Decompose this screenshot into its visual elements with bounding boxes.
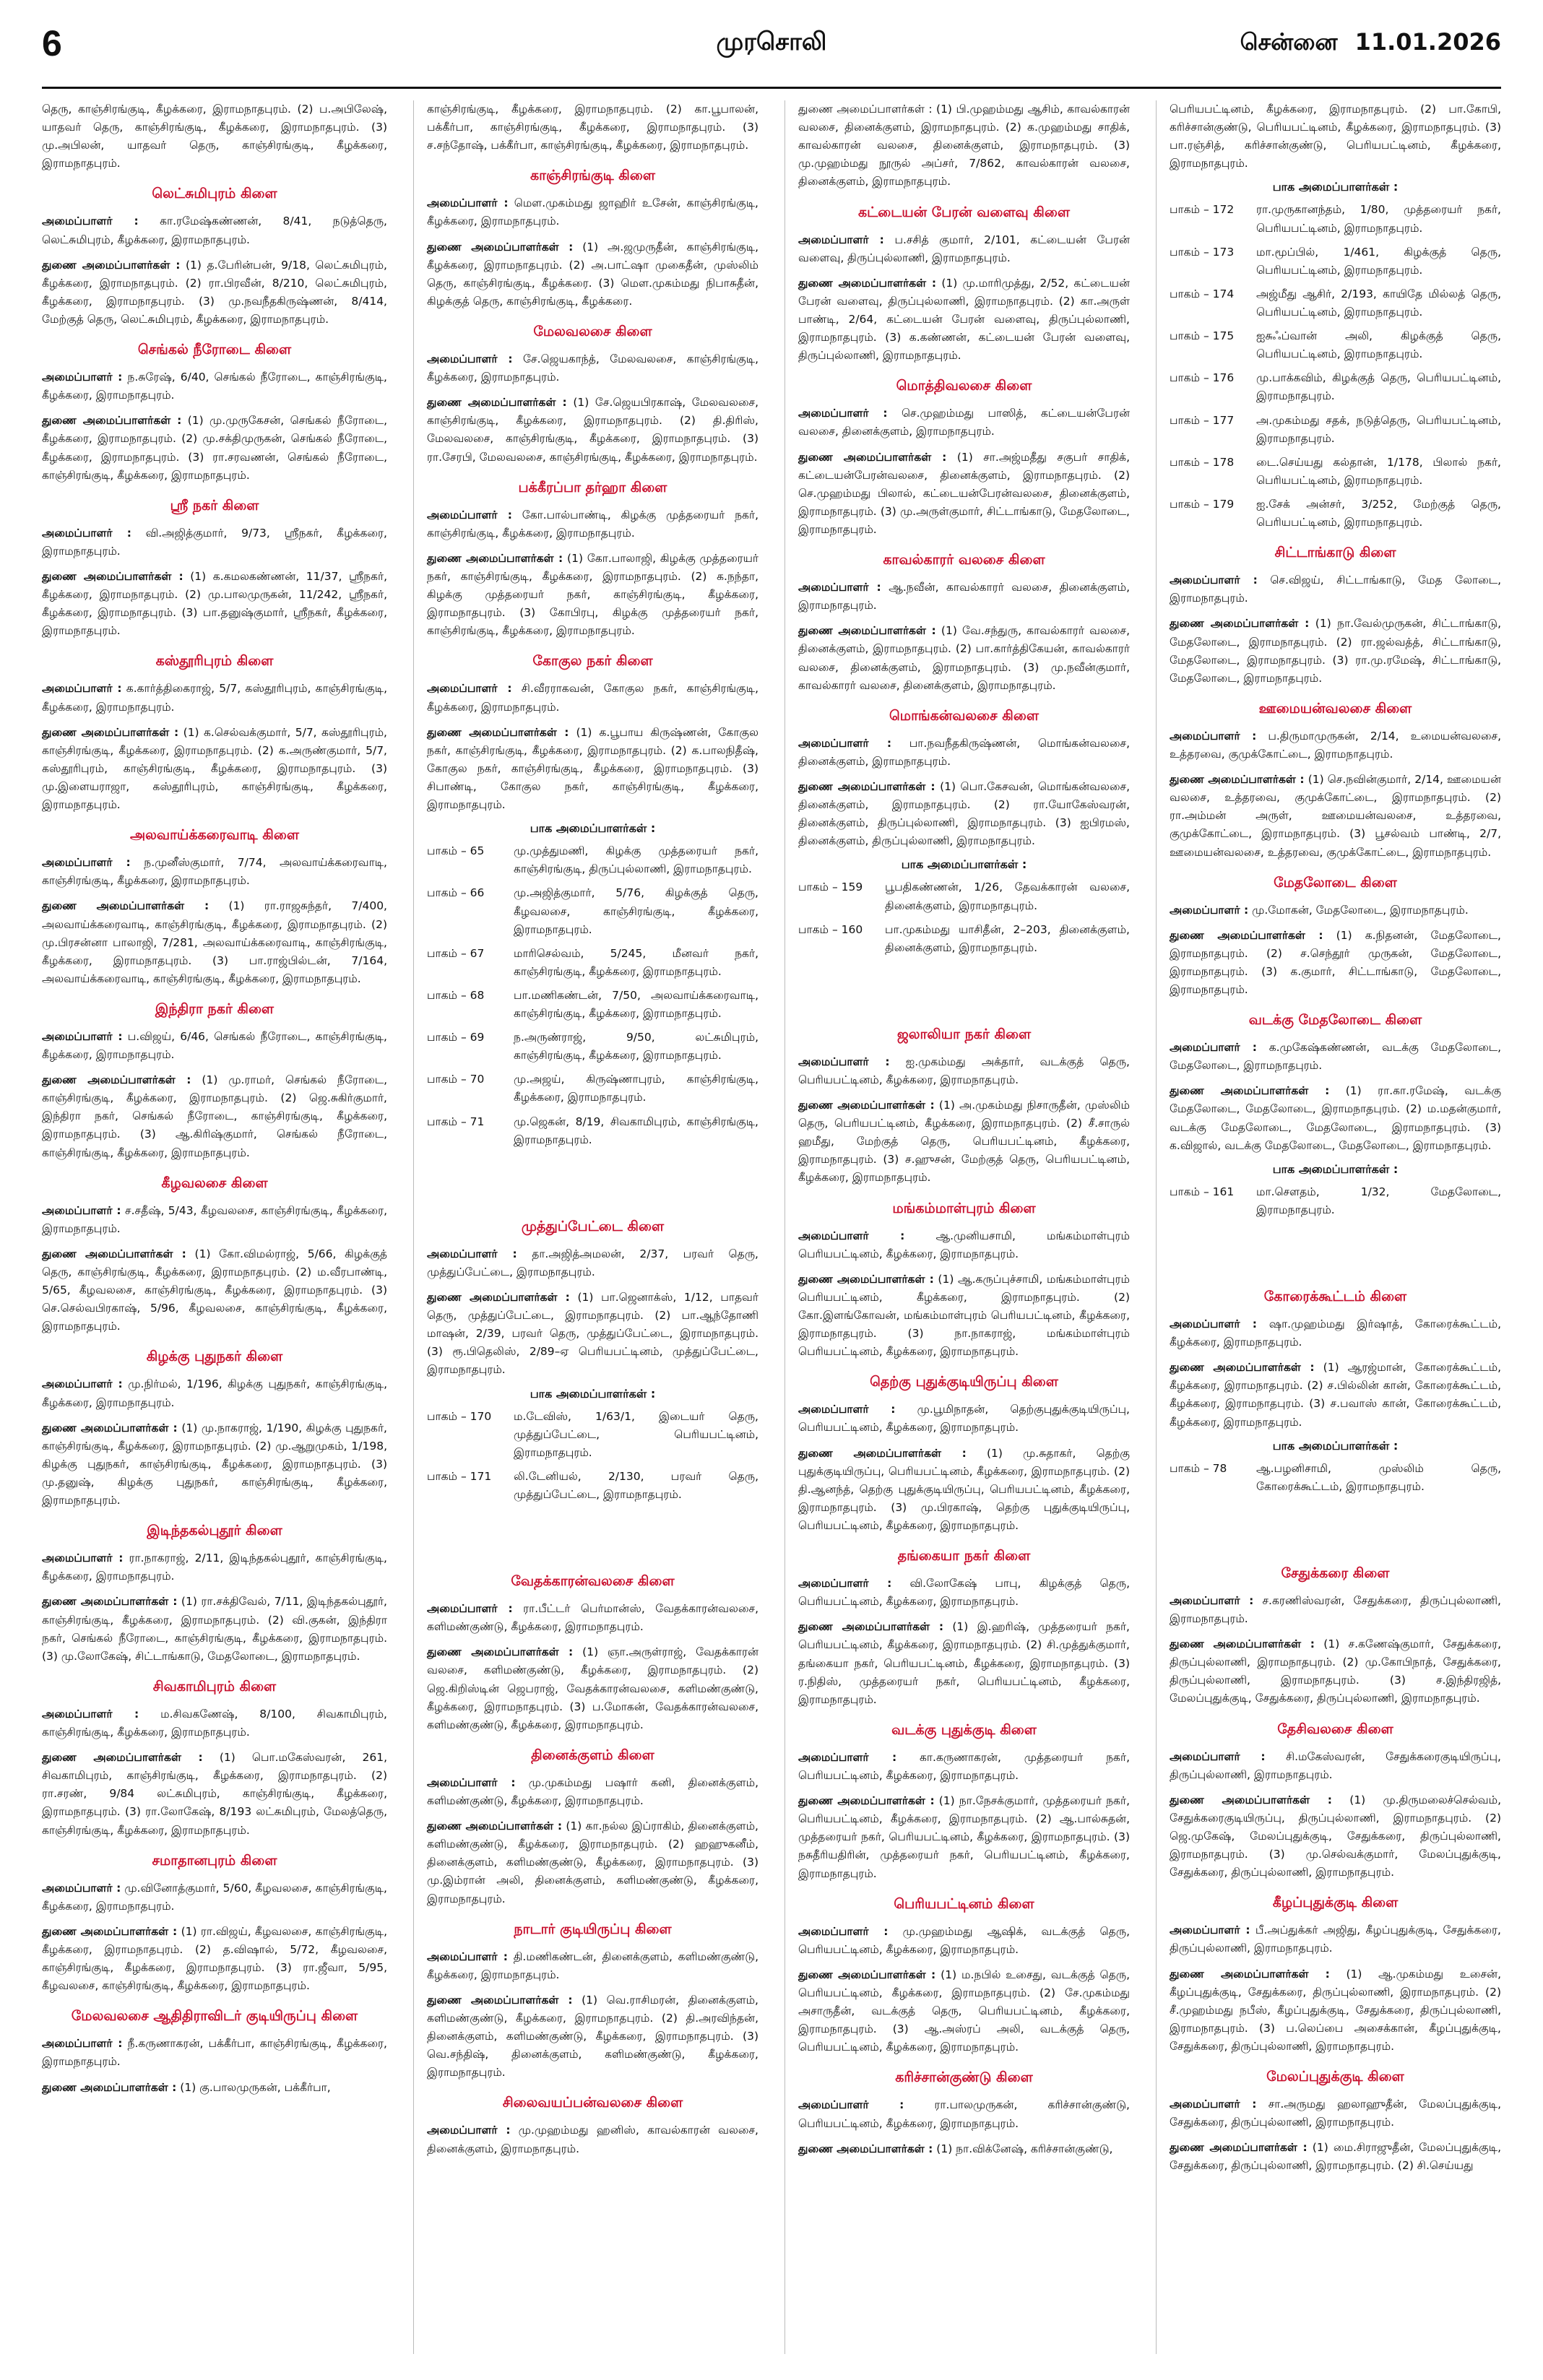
branch-title: இந்திரா நகர் கிளை xyxy=(155,1000,275,1017)
part-organisers-heading: பாக அமைப்பாளர்கள் : xyxy=(1272,1438,1399,1453)
column-3 xyxy=(785,100,1130,2354)
branch xyxy=(427,480,758,641)
part-organisers-heading: பாக அமைப்பாளர்கள் : xyxy=(901,857,1027,872)
joint-line: துணை அமைப்பாளர்கள் : (1) நா.வேல்முருகன், சிட்டாங்காடு, மேதலோடை, இராமநாதபுரம். (2) ரா.ஜல்வத்த், சிட்டாங்காடு, மேதலோடை, இராமநாதபுரம். (3) ரா.மு.ரமேஷ், சிட்டாங்காடு, மேதலோடை, இராமநாதபுரம். xyxy=(1170,617,1501,685)
branch xyxy=(42,2008,387,2096)
part-row: பாகம் – 159 பூபதிகண்ணன், 1/26, தேவக்காரன் வலசை, தினைக்குளம், இராமநாதபுரம். xyxy=(798,880,1130,912)
part-row: பாகம் – 70 மு.அஜய், கிருஷ்ணாபுரம், காஞ்சிரங்குடி, கீழக்கரை, இராமநாதபுரம். xyxy=(427,1073,758,1104)
part-organisers-heading: பாக அமைப்பாளர்கள் : xyxy=(530,821,656,836)
branch xyxy=(42,342,387,485)
joint-line: துணை அமைப்பாளர்கள் : (1) க.கமலகண்ணன், 11/37, ஸ்ரீநகர், கீழக்கரை, இராமநாதபுரம். (2) மு.பாலமுருகன், 11/242, ஸ்ரீநகர், கீழக்கரை, இராமநாதபுரம். (3) பா.தனுஷ்குமார், ஸ்ரீநகர், கீழக்கரை, இராமநாதபுரம். xyxy=(42,569,387,638)
branch xyxy=(427,1573,758,1734)
branch-title: கீழப்புதுக்குடி கிளை xyxy=(1272,1895,1399,1911)
part-row: பாகம் – 67 மாரிசெல்வம், 5/245, மீனவர் நகர், காஞ்சிரங்குடி, கீழக்கரை, இராமநாதபுரம். xyxy=(427,946,758,978)
branch xyxy=(42,1853,387,1996)
secretary-line: அமைப்பாளர் : மௌ.முகம்மது ஜாஹிர் உசேன், காஞ்சிரங்குடி, கீழக்கரை, இராமநாதபுரம். xyxy=(427,196,758,228)
joint-line: துணை அமைப்பாளர்கள் : (1) மு.ராமர், செங்கல் நீரோடை, காஞ்சிரங்குடி, கீழக்கரை, இராமநாதபுரம். (2) ஜெ.சுகிர்குமார், இந்திரா நகர், செங்கல் நீரோடை, காஞ்சிரங்குடி, கீழக்கரை, இராமநாதபுரம். (3) ஆ.கிரிஷ்குமார், செங்கல் நீரோடை, காஞ்சிரங்குடி, கீழக்கரை, இராமநாதபுரம். xyxy=(42,1073,387,1159)
joint-line: துணை அமைப்பாளர்கள் : (1) மு.சுதாகர், தெற்கு புதுக்குடியிருப்பு, பெரியபட்டினம், கீழக்கரை, இராமநாதபுரம். (2) தி.ஆனந்த், தெற்கு புதுக்குடியிருப்பு, பெரியபட்டினம், கீழக்கரை, இராமநாதபுரம். (3) மு.பிரகாஷ், தெற்கு புதுக்குடியிருப்பு, பெரியபட்டினம், கீழக்கரை, இராமநாதபுரம். xyxy=(798,1446,1130,1533)
joint-line: துணை அமைப்பாளர்கள் : (1) பா.ஜெனாக்ஸ், 1/12, பாதவர் தெரு, முத்துப்பேட்டை, இராமநாதபுரம். (2) பா.ஆந்தோணி மாஷன், 2/39, பரவர் தெரு, முத்துப்பேட்டை, இராமநாதபுரம். (3) ரூ.பிதெலிஸ், 2/89–ஏ பெரியபட்டினம், முத்துப்பேட்டை, இராமநாதபுரம். xyxy=(427,1291,758,1377)
newspaper-name: முரசொலி xyxy=(716,27,827,56)
branch-title: காஞ்சிரங்குடி கிளை xyxy=(530,168,656,184)
joint-line: துணை அமைப்பாளர்கள் : (1) ரா.கா.ரமேஷ், வடக்கு மேதலோடை, மேதலோடை, இராமநாதபுரம். (2) ம.மதன்குமார், வடக்கு மேதலோடை, மேதலோடை, இராமநாதபுரம். (3) க.விஜால், வடக்கு மேதலோடை, மேதலோடை, இராமநாதபுரம். xyxy=(1170,1084,1501,1152)
spacer xyxy=(798,963,1130,1013)
secretary-line: அமைப்பாளர் : ரா.நாகராஜ், 2/11, இடிந்தகல்புதூர், காஞ்சிரங்குடி, கீழக்கரை, இராமநாதபுரம். xyxy=(42,1552,387,1583)
secretary-line: அமைப்பாளர் : ஆ.முனியசாமி, மங்கம்மாள்புரம் பெரியபட்டினம், கீழக்கரை, இராமநாதபுரம். xyxy=(798,1229,1130,1260)
part-row: பாகம் – 71 மு.ஜெகன், 8/19, சிவகாமிபுரம், காஞ்சிரங்குடி, இராமநாதபுரம். xyxy=(427,1115,758,1146)
branch-title: மேலப்புதுக்குடி கிளை xyxy=(1266,2069,1404,2085)
joint-line: துணை அமைப்பாளர்கள் : (1) ரா.ராஜசுந்தர், 7/400, அலவாய்க்கரைவாடி, காஞ்சிரங்குடி, கீழக்கரை, இராமநாதபுரம். (2) மு.பிரசன்னா பாலாஜி, 7/281, அலவாய்க்கரைவாடி, காஞ்சிரங்குடி, கீழக்கரை, இராமநாதபுரம். (3) பா.ராஜ்பில்டன், 7/164, அலவாய்க்கரைவாடி, காஞ்சிரங்குடி, கீழக்கரை, இராமநாதபுரம். xyxy=(42,899,387,985)
secretary-line: அமைப்பாளர் : செ.முஹம்மது பாஸித், கட்டையன்பேரன் வலசை, தினைக்குளம், இராமநாதபுரம். xyxy=(798,407,1130,438)
page-number: 6 xyxy=(42,23,62,64)
secretary-line: அமைப்பாளர் : மு.முகம்மது பஷார் கனி, தினைக்குளம், களிமண்குண்டு, கீழக்கரை, இராமநாதபுரம். xyxy=(427,1775,758,1807)
secretary-line: அமைப்பாளர் : செ.விஜய், சிட்டாங்காடு, மேத லோடை, இராமநாதபுரம். xyxy=(1170,574,1501,605)
branch-title: ஜலாலியா நகர் கிளை xyxy=(896,1026,1032,1042)
secretary-line: அமைப்பாளர் : சி.வீரராகவன், கோகுல நகர், காஞ்சிரங்குடி, கீழக்கரை, இராமநாதபுரம். xyxy=(427,682,758,714)
branch-title: நாடார் குடியிருப்பு கிளை xyxy=(514,1921,672,1937)
secretary-line: அமைப்பாளர் : பீ.அப்துக்கர் அஜிது, கீழப்புதுக்குடி, சேதுக்கரை, திருப்புல்லாணி, இராமநாதபுரம். xyxy=(1170,1924,1501,1955)
branch-title: கரிச்சான்குண்டு கிளை xyxy=(895,2069,1033,2086)
joint-line: துணை அமைப்பாளர்கள் : (1) ஞா.அருள்ராஜ், வேதக்காரன் வலசை, களிமண்குண்டு, கீழக்கரை, இராமநாதபுரம். (2) ஜெ.கிறிஸ்டின் ஜெபராஜ், வேதக்காரன்வலசை, களிமண்குண்டு, கீழக்கரை, இராமநாதபுரம். (3) ப.மோகன், வேதக்காரன்வலசை, களிமண்குண்டு, கீழக்கரை, இராமநாதபுரம். xyxy=(427,1645,758,1731)
secretary-line: அமைப்பாளர் : மு.நிர்மல், 1/196, கிழக்கு புதுநகர், காஞ்சிரங்குடி, கீழக்கரை, இராமநாதபுரம். xyxy=(42,1377,387,1409)
branch-title: லெட்சுமிபுரம் கிளை xyxy=(152,186,277,202)
branch xyxy=(1170,1012,1501,1155)
branch-title: கட்டையன் பேரன் வளைவு கிளை xyxy=(858,204,1070,220)
branch-title: பக்கீரப்பா தர்ஹா கிளை xyxy=(518,479,667,496)
branch xyxy=(42,1175,387,1336)
branch-title: தினைக்குளம் கிளை xyxy=(531,1747,654,1763)
joint-line: துணை அமைப்பாளர்கள் : (1) இ.ஹரிஷ், முத்தரையர் நகர், பெரியபட்டினம், கீழக்கரை, இராமநாதபுரம். (2) சி.முத்துக்குமார், தங்கையா நகர், பெரியபட்டினம், கீழக்கரை, இராமநாதபுரம். (3) ர.நிதிஸ், முத்தரையர் நகர், பெரியபட்டினம், கீழக்கரை, இராமநாதபுரம். xyxy=(798,1620,1130,1706)
secretary-line: அமைப்பாளர் : ச.சதீஷ், 5/43, கீழவலசை, காஞ்சிரங்குடி, கீழக்கரை, இராமநாதபுரம். xyxy=(42,1203,387,1235)
branch xyxy=(42,653,387,814)
joint-line: துணை அமைப்பாளர்கள் : (1) மு.முருகேசன், செங்கல் நீரோடை, கீழக்கரை, இராமநாதபுரம். (2) மு.சக்திமுருகன், செங்கல் நீரோடை, கீழக்கரை, இராமநாதபுரம். (3) ரா.சரவணன், செங்கல் நீரோடை, காஞ்சிரங்குடி, கீழக்கரை, இராமநாதபுரம். xyxy=(42,414,387,482)
part-organisers-heading: பாக அமைப்பாளர்கள் : xyxy=(1272,1161,1399,1176)
secretary-line: அமைப்பாளர் : ப.திருமாமுருகன், 2/14, உமையன்வலசை, உத்தரவை, குமுக்கோட்டை, இராமநாதபுரம். xyxy=(1170,729,1501,761)
branch-title: அலவாய்க்கரைவாடி கிளை xyxy=(130,827,299,844)
part-row: பாகம் – 161 மா.சௌதம், 1/32, மேதலோடை, இராமநாதபுரம். xyxy=(1170,1185,1501,1216)
branch-title: தங்கையா நகர் கிளை xyxy=(897,1548,1031,1565)
spacer xyxy=(427,1155,758,1206)
continued-text: காஞ்சிரங்குடி, கீழக்கரை, இராமநாதபுரம். (2) கா.பூபாலன், பக்கீர்பா, காஞ்சிரங்குடி, கீழக்கரை, இராமநாதபுரம். (3) ச.சந்தோஷ், பக்கீர்பா, காஞ்சிரங்குடி, கீழக்கரை, இராமநாதபுரம். xyxy=(427,103,758,152)
part-row: பாகம் – 65 மு.முத்துமணி, கிழக்கு முத்தரையர் நகர், காஞ்சிரங்குடி, திருப்புல்லாணி, இராமநாதபுரம். xyxy=(427,844,758,876)
secretary-line: அமைப்பாளர் : சி.மகேஸ்வரன், சேதுக்கரைகுடியிருப்பு, திருப்புல்லாணி, இராமநாதபுரம். xyxy=(1170,1749,1501,1781)
joint-line: துணை அமைப்பாளர்கள் : (1) மை.சிராஜுதீன், மேலப்புதுக்குடி, சேதுக்கரை, திருப்புல்லாணி, இராமநாதபுரம். (2) சி.செய்யது xyxy=(1170,2141,1501,2173)
branch xyxy=(798,204,1130,365)
joint-line: துணை அமைப்பாளர்கள் : (1) ம.நபில் உசைது, வடக்குத் தெரு, பெரியபட்டினம், கீழக்கரை, இராமநாதபுரம். (2) சே.முகம்மது அசாருதீன், வடக்குத் தெரு, பெரியபட்டினம், கீழக்கரை, இராமநாதபுரம். (3) ஆ.அஸ்ரப் அலி, வடக்குத் தெரு, பெரியபட்டினம், கீழக்கரை, இராமநாதபுரம். xyxy=(798,1968,1130,2054)
branch xyxy=(427,1747,758,1908)
joint-line: துணை அமைப்பாளர்கள் : (1) பொ.மகேஸ்வரன், 261, சிவகாமிபுரம், காஞ்சிரங்குடி, கீழக்கரை, இராமநாதபுரம். (2) ரா.சரண், 9/84 லட்சுமிபுரம், காஞ்சிரங்குடி, கீழக்கரை, இராமநாதபுரம். (3) ரா.லோகேஷ், 8/193 லட்சுமிபுரம், மேலத்தெரு, காஞ்சிரங்குடி, கீழக்கரை, இராமநாதபுரம். xyxy=(42,1751,387,1837)
branch-title: வேதக்காரன்வலசை கிளை xyxy=(511,1573,675,1590)
branch-title: கோரைக்கூட்டம் கிளை xyxy=(1263,1289,1407,1305)
secretary-line: அமைப்பாளர் : ந.சுரேஷ், 6/40, செங்கல் நீரோடை, காஞ்சிரங்குடி, கீழக்கரை, இராமநாதபுரம். xyxy=(42,371,387,402)
joint-line: துணை அமைப்பாளர்கள் : (1) வெ.ராசிமரன், தினைக்குளம், களிமண்குண்டு, கீழக்கரை, இராமநாதபுரம். (2) தி.அரவிந்தன், தினைக்குளம், களிமண்குண்டு, கீழக்கரை, இராமநாதபுரம். (3) வெ.சந்திஷ், தினைக்குளம், களிமண்குண்டு, கீழக்கரை, இராமநாதபுரம். xyxy=(427,1993,758,2080)
part-row: பாகம் – 69 ந.அருண்ராஜ், 9/50, லட்சுமிபுரம், காஞ்சிரங்குடி, கீழக்கரை, இராமநாதபுரம். xyxy=(427,1031,758,1063)
branch-title: மேலவலசை கிளை xyxy=(533,323,652,339)
secretary-line: அமைப்பாளர் : கா.ரமேஷ்கண்ணன், 8/41, நடுத்தெரு, லெட்சுமிபுரம், கீழக்கரை, இராமநாதபுரம். xyxy=(42,215,387,246)
joint-line: துணை அமைப்பாளர்கள் : (1) க.செல்வக்குமார், 5/7, கஸ்தூரிபுரம், காஞ்சிரங்குடி, கீழக்கரை, இராமநாதபுரம். (2) க.அருண்குமார், 5/7, கஸ்தூரிபுரம், காஞ்சிரங்குடி, கீழக்கரை, இராமநாதபுரம். (3) மு.இளையராஜா, கஸ்தூரிபுரம், காஞ்சிரங்குடி, கீழக்கரை, இராமநாதபுரம். xyxy=(42,725,387,812)
secretary-line: அமைப்பாளர் : மு.முஹம்மது ஆஷிக், வடக்குத் தெரு, பெரியபட்டினம், கீழக்கரை, இராமநாதபுரம். xyxy=(798,1924,1130,1956)
branch-title: கீழவலசை கிளை xyxy=(161,1174,268,1191)
part-organisers-heading: பாக அமைப்பாளர்கள் : xyxy=(530,1386,656,1401)
branch xyxy=(1170,1721,1501,1882)
branch-title: பெரியபட்டினம் கிளை xyxy=(894,1895,1034,1912)
secretary-line: அமைப்பாளர் : வி.அஜித்குமார், 9/73, ஸ்ரீநகர், கீழக்கரை, இராமநாதபுரம். xyxy=(42,526,387,558)
secretary-line: அமைப்பாளர் : ச.கரணிஸ்வரன், சேதுக்கரை, திருப்புல்லாணி, இராமநாதபுரம். xyxy=(1170,1593,1501,1626)
joint-line: துணை அமைப்பாளர்கள் : (1) செ.நவின்குமார், 2/14, ஊமையன் வலசை, உத்தரவை, குமுக்கோட்டை, இராமநாதபுரம். (2) ரா.அம்மன் அருள், ஊமையன்வலசை, உத்தரவை, குமுக்கோட்டை, இராமநாதபுரம். (3) பூசல்வம் பாண்டி, 2/7, ஊமையன்வலசை, உத்தரவை, குமுக்கோட்டை, இராமநாதபுரம். xyxy=(1170,773,1501,859)
secretary-line: அமைப்பாளர் : மு.முஹம்மது ஹனிஸ், காவல்காரன் வலசை, தினைக்குளம், இராமநாதபுரம். xyxy=(427,2124,758,2155)
joint-line: துணை அமைப்பாளர்கள் : (1) மு.மாரிமுத்து, 2/52, கட்டையன் பேரன் வளைவு, திருப்புல்லாணி, இராமநாதபுரம். (2) கா.அருள் பாண்டி, 2/64, கட்டையன் பேரன் வளைவு, திருப்புல்லாணி, இராமநாதபுரம். (3) க.கண்ணன், கட்டையன் பேரன் வளைவு, திருப்புல்லாணி, இராமநாதபுரம். xyxy=(798,276,1130,363)
part-organisers-heading: பாக அமைப்பாளர்கள் : xyxy=(1272,180,1399,194)
part-row: பாகம் – 68 பா.மணிகண்டன், 7/50, அலவாய்க்கரைவாடி, காஞ்சிரங்குடி, கீழக்கரை, இராமநாதபுரம். xyxy=(427,988,758,1021)
branch-title: மேலவலசை ஆதிதிராவிடர் குடியிருப்பு கிளை xyxy=(71,2008,358,2025)
branch xyxy=(427,168,758,311)
joint-line: துணை அமைப்பாளர்கள் : (1) வே.சந்துரு, காவல்காரர் வலசை, தினைக்குளம், இராமநாதபுரம். (2) பா.கார்த்திகேயன், காவல்காரர் வலசை, தினைக்குளம், இராமநாதபுரம். (3) மு.நவீன்குமார், காவல்காரர் வலசை, தினைக்குளம், இராமநாதபுரம். xyxy=(798,624,1130,692)
branch xyxy=(1170,1565,1501,1708)
joint-line: துணை அமைப்பாளர்கள் : (1) கோ.பாலாஜி, கிழக்கு முத்தரையர் நகர், காஞ்சிரங்குடி, கீழக்கரை, இராமநாதபுரம். (2) க.நந்தா, கிழக்கு முத்தரையர் நகர், காஞ்சிரங்குடி, கீழக்கரை, இராமநாதபுரம். (3) கோபிரபு, கிழக்கு முத்தரையர் நகர், காஞ்சிரங்குடி, கீழக்கரை, இராமநாதபுரம். xyxy=(427,551,758,638)
joint-line: துணை அமைப்பாளர்கள் : (1) க.பூபாய கிருஷ்ணன், கோகுல நகர், காஞ்சிரங்குடி, கீழக்கரை, இராமநாதபுரம். (2) க.பாலநிதீஷ், கோகுல நகர், காஞ்சிரங்குடி, கீழக்கரை, இராமநாதபுரம். (3) சிபாண்டி, கோகுல நகர், காஞ்சிரங்குடி, கீழக்கரை, இராமநாதபுரம். xyxy=(427,725,758,812)
branch-title: செங்கல் நீரோடை கிளை xyxy=(137,342,292,358)
branch-title: கோகுல நகர் கிளை xyxy=(532,653,653,670)
branch-title: வடக்கு புதுக்குடி கிளை xyxy=(891,1721,1037,1738)
part-row: பாகம் – 177 அ.முகம்மது சதக், நடுத்தெரு, பெரியபட்டினம், இராமநாதபுரம். xyxy=(1170,413,1501,445)
branch xyxy=(798,1026,1130,1187)
joint-line: துணை அமைப்பாளர்கள் : (1) நா.நேசக்குமார், முத்தரையர் நகர், பெரியபட்டினம், கீழக்கரை, இராமநாதபுரம். (2) ஆ.பால்சுதன், முத்தரையர் நகர், பெரியபட்டினம், கீழக்கரை, இராமநாதபுரம். (3) நசுதீரியதிரின், முத்தரையர் நகர், பெரியபட்டினம், கீழக்கரை, இராமநாதபுரம். xyxy=(798,1794,1130,1880)
secretary-line: அமைப்பாளர் : பா.நவநீதகிருஷ்ணன், மொங்கன்வலசை, தினைக்குளம், இராமநாதபுரம். xyxy=(798,736,1130,768)
column-4 xyxy=(1156,100,1501,2354)
date: 11.01.2026 xyxy=(1354,28,1501,56)
branch-title: வடக்கு மேதலோடை கிளை xyxy=(1248,1012,1422,1029)
branch-title: மங்கம்மாள்புரம் கிளை xyxy=(892,1200,1036,1216)
part-row: பாகம் – 178 டை.செய்யது கல்தான், 1/178, பிலால் நகர், பெரியபட்டினம், இராமநாதபுரம். xyxy=(1170,455,1501,487)
masthead xyxy=(42,0,1501,89)
branch xyxy=(798,1722,1130,1883)
secretary-line: அமைப்பாளர் : ந.முனீஸ்குமார், 7/74, அலவாய்க்கரைவாடி, காஞ்சிரங்குடி, கீழக்கரை, இராமநாதபுரம். xyxy=(42,856,387,888)
branch-title: மேதலோடை கிளை xyxy=(1274,874,1397,891)
branch xyxy=(798,1896,1130,2057)
secretary-line: அமைப்பாளர் : வி.லோகேஷ் பாபு, கிழக்குத் தெரு, பெரியபட்டினம், கீழக்கரை, இராமநாதபுரம். xyxy=(798,1577,1130,1609)
joint-line: துணை அமைப்பாளர்கள் : (1) ஆ.கருப்புச்சாமி, மங்கம்மாள்புரம் பெரியபட்டினம், கீழக்கரை, இராமநாதபுரம். (2) கோ.இளங்கோவன், மங்கம்மாள்புரம் பெரியபட்டினம், கீழக்கரை, இராமநாதபுரம். (3) நா.நாகராஜ், மங்கம்மாள்புரம் பெரியபட்டினம், கீழக்கரை, இராமநாதபுரம். xyxy=(798,1272,1130,1359)
branch xyxy=(1170,701,1501,862)
branch xyxy=(798,2069,1130,2158)
joint-line: துணை அமைப்பாளர்கள் : (1) சே.ஜெயபிரகாஷ், மேலவலசை, காஞ்சிரங்குடி, கீழக்கரை, இராமநாதபுரம். (2) தி.திரிஸ், மேலவலசை, காஞ்சிரங்குடி, கீழக்கரை, இராமநாதபுரம். (3) ரா.சேரபி, மேலவலசை, காஞ்சிரங்குடி, கீழக்கரை, இராமநாதபுரம். xyxy=(427,396,758,464)
part-row: பாகம் – 171 லி.டேனியல், 2/130, பரவர் தெரு, முத்துப்பேட்டை, இராமநாதபுரம். xyxy=(427,1469,758,1502)
joint-line: துணை அமைப்பாளர்கள் : (1) கோ.விமல்ராஜ், 5/66, கிழக்குத் தெரு, காஞ்சிரங்குடி, கீழக்கரை, இராமநாதபுரம். (2) ம.வீரபாண்டி, 5/65, கீழவலசை, காஞ்சிரங்குடி, கீழக்கரை, இராமநாதபுரம். (3) செ.செல்வபிரகாஷ், 5/96, கீழவலசை, காஞ்சிரங்குடி, கீழக்கரை, இராமநாதபுரம். xyxy=(42,1247,387,1333)
branch xyxy=(1170,1289,1501,1432)
secretary-line: அமைப்பாளர் : நீ.கருணாகரன், பக்கீர்பா, காஞ்சிரங்குடி, கீழக்கரை, இராமநாதபுரம். xyxy=(42,2037,387,2069)
branch xyxy=(1170,875,1501,1000)
branch xyxy=(427,653,758,814)
branch xyxy=(42,1679,387,1840)
joint-line: துணை அமைப்பாளர்கள் : (1) க.நிதனன், மேதலோடை, இராமநாதபுரம். (2) ச.செந்தூர் முருகன், மேதலோடை, இராமநாதபுரம். (3) க.குமார், சிட்டாங்காடு, மேதலோடை, இராமநாதபுரம். xyxy=(1170,928,1501,997)
secretary-line: அமைப்பாளர் : மு.வினோத்குமார், 5/60, கீழவலசை, காஞ்சிரங்குடி, கீழக்கரை, இராமநாதபுரம். xyxy=(42,1881,387,1913)
joint-line: துணை அமைப்பாளர்கள் : (1) மு.திருமலைச்செல்வம், சேதுக்கரைகுடியிருப்பு, திருப்புல்லாணி, இராமநாதபுரம். (2) ஜெ.முகேஷ், மேலப்புதுக்குடி, சேதுக்கரை, திருப்புல்லாணி, இராமநாதபுரம். (3) மு.செல்வக்குமார், மேலப்புதுக்குடி, சேதுக்கரை, திருப்புல்லாணி, இராமநாதபுரம். xyxy=(1170,1793,1501,1879)
branch xyxy=(798,1374,1130,1535)
branch xyxy=(1170,2069,1501,2175)
joint-line: துணை அமைப்பாளர்கள் : (1) ச.கணேஷ்குமார், சேதுக்கரை, திருப்புல்லாணி, இராமநாதபுரம். (2) மு.கோபிநாத், சேதுக்கரை, திருப்புல்லாணி, இராமநாதபுரம். (3) ச.இந்திரஜித், மேலப்புதுக்குடி, சேதுக்கரை, திருப்புல்லாணி, இராமநாதபுரம். xyxy=(1170,1637,1501,1705)
article-columns xyxy=(42,89,1501,2354)
secretary-line: அமைப்பாளர் : கா.கருணாகரன், முத்தரையர் நகர், பெரியபட்டினம், கீழக்கரை, இராமநாதபுரம். xyxy=(798,1750,1130,1782)
secretary-line: அமைப்பாளர் : தா.அஜித்அமலன், 2/37, பரவர் தெரு, முத்துப்பேட்டை, இராமநாதபுரம். xyxy=(427,1247,758,1278)
branch-title: சிட்டாங்காடு கிளை xyxy=(1274,545,1396,561)
secretary-line: அமைப்பாளர் : சே.ஜெயகாந்த், மேலவலசை, காஞ்சிரங்குடி, கீழக்கரை, இராமநாதபுரம். xyxy=(427,352,758,384)
branch-title: இடிந்தகல்புதூர் கிளை xyxy=(147,1523,282,1539)
spacer xyxy=(1170,1502,1501,1552)
continued-text: துணை அமைப்பாளர்கள் : (1) பி.முஹம்மது ஆசிம், காவல்காரன் வலசை, தினைக்குளம், இராமநாதபுரம். (2) க.முஹம்மது சாதிக், காவல்காரன் வலசை, தினைக்குளம், இராமநாதபுரம். (3) மு.முஹம்மது நூருல் அப்சர், 7/862, காவல்காரன் வலசை, தினைக்குளம், இராமநாதபுரம். xyxy=(798,103,1130,189)
secretary-line: அமைப்பாளர் : தி.மணிகண்டன், தினைக்குளம், களிமண்குண்டு, கீழக்கரை, இராமநாதபுரம். xyxy=(427,1950,758,1981)
continued-text: தெரு, காஞ்சிரங்குடி, கீழக்கரை, இராமநாதபுரம். (2) ப.அபிலேஷ், யாதவர் தெரு, காஞ்சிரங்குடி, கீழக்கரை, இராமநாதபுரம். (3) மு.அபிலன், யாதவர் தெரு, காஞ்சிரங்குடி, கீழக்கரை, இராமநாதபுரம். xyxy=(42,103,387,170)
secretary-line: அமைப்பாளர் : மு.பூமிநாதன், தெற்குபுதுக்குடியிருப்பு, பெரியபட்டினம், கீழக்கரை, இராமநாதபுரம். xyxy=(798,1403,1130,1435)
branch-title: தேசிவலசை கிளை xyxy=(1277,1721,1393,1737)
branch-title: சிலைவயப்பன்வலசை கிளை xyxy=(502,2095,683,2111)
secretary-line: அமைப்பாளர் : ம.சிவகணேஷ், 8/100, சிவகாமிபுரம், காஞ்சிரங்குடி, கீழக்கரை, இராமநாதபுரம். xyxy=(42,1707,387,1739)
branch xyxy=(798,552,1130,695)
branch xyxy=(798,708,1130,851)
branch-title: சமாதானபுரம் கிளை xyxy=(152,1852,277,1869)
joint-line: துணை அமைப்பாளர்கள் : (1) த.பேரின்பன், 9/18, லெட்சுமிபுரம், கீழக்கரை, இராமநாதபுரம். (2) ரா.பிரவீன், 8/210, லெட்சுமிபுரம், கீழக்கரை, இராமநாதபுரம். (3) மு.நவநீதகிருஷ்ணன், 8/414, மேற்குத் தெரு, லெட்சுமிபுரம், கீழக்கரை, இராமநாதபுரம். xyxy=(42,258,387,326)
branch xyxy=(42,1001,387,1162)
joint-line: துணை அமைப்பாளர்கள் : (1) அ.ஜமுருதீன், காஞ்சிரங்குடி, கீழக்கரை, இராமநாதபுரம். (2) அ.பாட்ஷா முகைதீன், முஸ்லிம் தெரு, காஞ்சிரங்குடி, கீழக்கரை. (3) மௌ.முகம்மது நிபாசுதீன், கிழக்குத் தெரு, காஞ்சிரங்குடி, கீழக்கரை. xyxy=(427,240,758,308)
branch-title: சேதுக்கரை கிளை xyxy=(1281,1565,1390,1581)
branch xyxy=(1170,545,1501,688)
secretary-line: அமைப்பாளர் : கோ.பால்பாண்டி, கிழக்கு முத்தரையர் நகர், காஞ்சிரங்குடி, கீழக்கரை, இராமநாதபுரம். xyxy=(427,508,758,540)
branch-title: சிவகாமிபுரம் கிளை xyxy=(152,1678,277,1695)
part-row: பாகம் – 176 மு.பாக்கவிம், கிழக்குத் தெரு, பெரியபட்டினம், இராமநாதபுரம். xyxy=(1170,371,1501,403)
secretary-line: அமைப்பாளர் : ஆ.நவீன், காவல்காரர் வலசை, தினைக்குளம், இராமநாதபுரம். xyxy=(798,581,1130,613)
branch xyxy=(42,1349,387,1510)
branch-title: தெற்கு புதுக்குடியிருப்பு கிளை xyxy=(870,1374,1058,1390)
secretary-line: அமைப்பாளர் : மு.மோகன், மேதலோடை, இராமநாதபுரம். xyxy=(1170,903,1469,917)
secretary-line: அமைப்பாளர் : ரா.பாலமுருகன், கரிச்சான்குண்டு, பெரியபட்டினம், கீழக்கரை, இராமநாதபுரம். xyxy=(798,2098,1130,2130)
joint-line: துணை அமைப்பாளர்கள் : (1) மு.நாகராஜ், 1/190, கிழக்கு புதுநகர், காஞ்சிரங்குடி, கீழக்கரை, இராமநாதபுரம். (2) மு.ஆறுமுகம், 1/198, கிழக்கு புதுநகர், காஞ்சிரங்குடி, கீழக்கரை, இராமநாதபுரம். (3) மு.தனுஷ், கிழக்கு புதுநகர், காஞ்சிரங்குடி, கீழக்கரை, இராமநாதபுரம். xyxy=(42,1421,387,1507)
joint-line: துணை அமைப்பாளர்கள் : (1) ரா.விஜய், கீழவலசை, காஞ்சிரங்குடி, கீழக்கரை, இராமநாதபுரம். (2) த.விஷால், 5/72, கீழவலசை, காஞ்சிரங்குடி, கீழக்கரை, இராமநாதபுரம். (3) ரா.ஜீவா, 5/95, கீழவலசை, காஞ்சிரங்குடி, கீழக்கரை, இராமநாதபுரம். xyxy=(42,1924,387,1993)
branch xyxy=(427,2095,758,2158)
joint-line: துணை அமைப்பாளர்கள் : (1) ஆரஜ்மான், கோரைக்கூட்டம், கீழக்கரை, இராமநாதபுரம். (2) ச.பில்லின் கான், கோரைக்கூட்டம், கீழக்கரை, இராமநாதபுரம். (3) ச.பவாஸ் கான், கோரைக்கூட்டம், கீழக்கரை, இராமநாதபுரம். xyxy=(1170,1361,1501,1429)
joint-line: துணை அமைப்பாளர்கள் : (1) ரா.சக்திவேல், 7/11, இடிந்தகல்புதூர், காஞ்சிரங்குடி, கீழக்கரை, இராமநாதபுரம். (2) வி.குகன், இந்திரா நகர், செங்கல் நீரோடை, காஞ்சிரங்குடி, கீழக்கரை, இராமநாதபுரம். (3) மு.லோகேஷ், சிட்டாங்காடு, மேதலோடை, இராமநாதபுரம். xyxy=(42,1595,387,1663)
branch xyxy=(1170,1895,1501,2056)
secretary-line: அமைப்பாளர் : சா.அருமது ஹலாஹுதீன், மேலப்புதுக்குடி, சேதுக்கரை, திருப்புல்லாணி, இராமநாதபுரம். xyxy=(1170,2098,1501,2129)
branch xyxy=(798,1548,1130,1709)
secretary-line: அமைப்பாளர் : ஷா.முஹம்மது இர்ஷாத், கோரைக்கூட்டம், கீழக்கரை, இராமநாதபுரம். xyxy=(1170,1317,1501,1349)
part-row: பாகம் – 173 மா.மூப்பில், 1/461, கிழக்குத் தெரு, பெரியபட்டினம், இராமநாதபுரம். xyxy=(1170,245,1501,277)
branch-title: மொங்கன்வலசை கிளை xyxy=(889,707,1039,724)
branch-title: ஸ்ரீ நகர் கிளை xyxy=(170,497,259,514)
joint-line: துணை அமைப்பாளர்கள் : (1) சா.அஜ்மதீது சகுபர் சாதிக், கட்டையன்பேரன்வலசை, தினைக்குளம், இராமநாதபுரம். (2) செ.முஹம்மது பிலால், கட்டையன்பேரன்வலசை, தினைக்குளம், இராமநாதபுரம். (3) மு.அருள்குமார், சிட்டாங்காடு, மேதலோடை, இராமநாதபுரம். xyxy=(798,450,1130,536)
secretary-line: அமைப்பாளர் : ப.சசித் குமார், 2/101, கட்டையன் பேரன் வளைவு, திருப்புல்லாணி, இராமநாதபுரம். xyxy=(798,233,1130,264)
branch-title: முத்துப்பேட்டை கிளை xyxy=(521,1218,665,1234)
branch xyxy=(427,1921,758,2082)
column-1 xyxy=(42,100,387,2354)
branch xyxy=(427,1219,758,1380)
joint-line: துணை அமைப்பாளர்கள் : (1) பொ.கேசவன், மொங்கன்வலசை, தினைக்குளம், இராமநாதபுரம். (2) ரா.யோகேஸ்வரன், தினைக்குளம், திருப்புல்லாணி, இராமநாதபுரம். (3) ஐபிரமஸ், தினைக்குளம், திருப்புல்லாணி, இராமநாதபுரம். xyxy=(798,779,1130,848)
dateline xyxy=(1223,28,1501,59)
spacer xyxy=(427,1510,758,1560)
joint-line: துணை அமைப்பாளர்கள் : (1) கு.பாலமுருகன், பக்கீர்பா, xyxy=(42,2080,331,2094)
branch-title: காவல்காரர் வலசை கிளை xyxy=(883,552,1045,568)
branch xyxy=(427,324,758,467)
part-row: பாகம் – 78 ஆ.பழனிசாமி, முஸ்லிம் தெரு, கோரைக்கூட்டம், இராமநாதபுரம். xyxy=(1170,1461,1501,1493)
branch xyxy=(798,378,1130,539)
column-2 xyxy=(413,100,758,2354)
secretary-line: அமைப்பாளர் : ஐ.முகம்மது அக்தார், வடக்குத் தெரு, பெரியபட்டினம், கீழக்கரை, இராமநாதபுரம். xyxy=(798,1055,1130,1086)
branch xyxy=(42,498,387,641)
branch xyxy=(42,1523,387,1666)
secretary-line: அமைப்பாளர் : ரா.பீட்டர் பெர்மான்ஸ், வேதக்காரன்வலசை, களிமண்குண்டு, கீழக்கரை, இராமநாதபுரம். xyxy=(427,1602,758,1634)
part-row: பாகம் – 172 ரா.முருகானந்தம், 1/80, முத்தரையர் நகர், பெரியபட்டினம், இராமநாதபுரம். xyxy=(1170,203,1501,235)
secretary-line: அமைப்பாளர் : ப.விஜய், 6/46, செங்கல் நீரோடை, காஞ்சிரங்குடி, கீழக்கரை, இராமநாதபுரம். xyxy=(42,1029,387,1062)
part-row: பாகம் – 179 ஐ.சேக் அன்சர், 3/252, மேற்குத் தெரு, பெரியபட்டினம், இராமநாதபுரம். xyxy=(1170,497,1501,529)
branch-title: கிழக்கு புதுநகர் கிளை xyxy=(146,1349,283,1365)
branch xyxy=(798,1200,1130,1362)
city: சென்னை xyxy=(1240,28,1338,56)
part-row: பாகம் – 175 ஐசுஃப்வான் அலி, கிழக்குத் தெரு, பெரியபட்டினம், இராமநாதபுரம். xyxy=(1170,329,1501,361)
joint-line: துணை அமைப்பாளர்கள் : (1) ஆ.முகம்மது உசைன், கீழப்புதுக்குடி, சேதுக்கரை, திருப்புல்லாணி, இராமநாதபுரம். (2) சீ.முஹம்மது நபீஸ், கீழப்புதுக்குடி, சேதுக்கரை, திருப்புல்லாணி, இராமநாதபுரம். (3) ப.லெப்பை அசைக்கான், கீழப்புதுக்குடி, சேதுக்கரை, திருப்புல்லாணி, இராமநாதபுரம். xyxy=(1170,1967,1501,2053)
spacer xyxy=(1170,1225,1501,1276)
part-row: பாகம் – 160 பா.முகம்மது யாசிதீன், 2–203, தினைக்குளம், தினைக்குளம், இராமநாதபுரம். xyxy=(798,922,1130,954)
joint-line: துணை அமைப்பாளர்கள் : (1) கா.நல்ல இப்ராகிம், தினைக்குளம், களிமண்குண்டு, கீழக்கரை, இராமநாதபுரம். (2) ஹஹுகனீம், தினைக்குளம், களிமண்குண்டு, கீழக்கரை, இராமநாதபுரம். (3) மு.இம்ரான் அலி, தினைக்குளம், களிமண்குண்டு, கீழக்கரை, இராமநாதபுரம். xyxy=(427,1819,758,1905)
part-row: பாகம் – 174 அஜ்மீது ஆசிர், 2/193, காயிதே மில்லத் தெரு, பெரியபட்டினம், இராமநாதபுரம். xyxy=(1170,287,1501,319)
branch xyxy=(42,186,387,329)
branch-title: மொத்திவலசை கிளை xyxy=(896,378,1032,394)
joint-line: துணை அமைப்பாளர்கள் : (1) அ.முகம்மது நிசாருதீன், முஸ்லிம் தெரு, பெரியபட்டினம், கீழக்கரை, இராமநாதபுரம். (2) சீ.சாருல் ஹமீது, மேற்குத் தெரு, பெரியபட்டினம், கீழக்கரை, இராமநாதபுரம். (3) ச.ஹுசன், மேற்குத் தெரு, பெரியபட்டினம், கீழக்கரை, இராமநாதபுரம். xyxy=(798,1099,1130,1185)
branch-title: ஊமையன்வலசை கிளை xyxy=(1258,700,1412,717)
branch xyxy=(42,827,387,988)
continued-text: பெரியபட்டினம், கீழக்கரை, இராமநாதபுரம். (2) பா.கோபி, கரிச்சான்குண்டு, பெரியபட்டினம், கீழக்கரை, இராமநாதபுரம். (3) பா.ரஞ்சித், கரிச்சான்குண்டு, பெரியபட்டினம், கீழக்கரை, இராமநாதபுரம். xyxy=(1170,103,1501,170)
branch-title: கஸ்தூரிபுரம் கிளை xyxy=(155,653,274,670)
part-row: பாகம் – 66 மு.அஜித்குமார், 5/76, கிழக்குத் தெரு, கீழவலசை, காஞ்சிரங்குடி, கீழக்கரை, இராமநாதபுரம். xyxy=(427,886,758,936)
secretary-line: அமைப்பாளர் : க.முகேஷ்கண்ணன், வடக்கு மேதலோடை, மேதலோடை, இராமநாதபுரம். xyxy=(1170,1041,1501,1073)
part-row: பாகம் – 170 ம.டேவிஸ், 1/63/1, இடையர் தெரு, முத்துப்பேட்டை, பெரியபட்டினம், இராமநாதபுரம். xyxy=(427,1409,758,1459)
secretary-line: அமைப்பாளர் : க.கார்த்திகைராஜ், 5/7, கஸ்தூரிபுரம், காஞ்சிரங்குடி, கீழக்கரை, இராமநாதபுரம். xyxy=(42,682,387,714)
joint-line: துணை அமைப்பாளர்கள் : (1) நா.விக்னேஷ், கரிச்சான்குண்டு, xyxy=(798,2142,1113,2155)
